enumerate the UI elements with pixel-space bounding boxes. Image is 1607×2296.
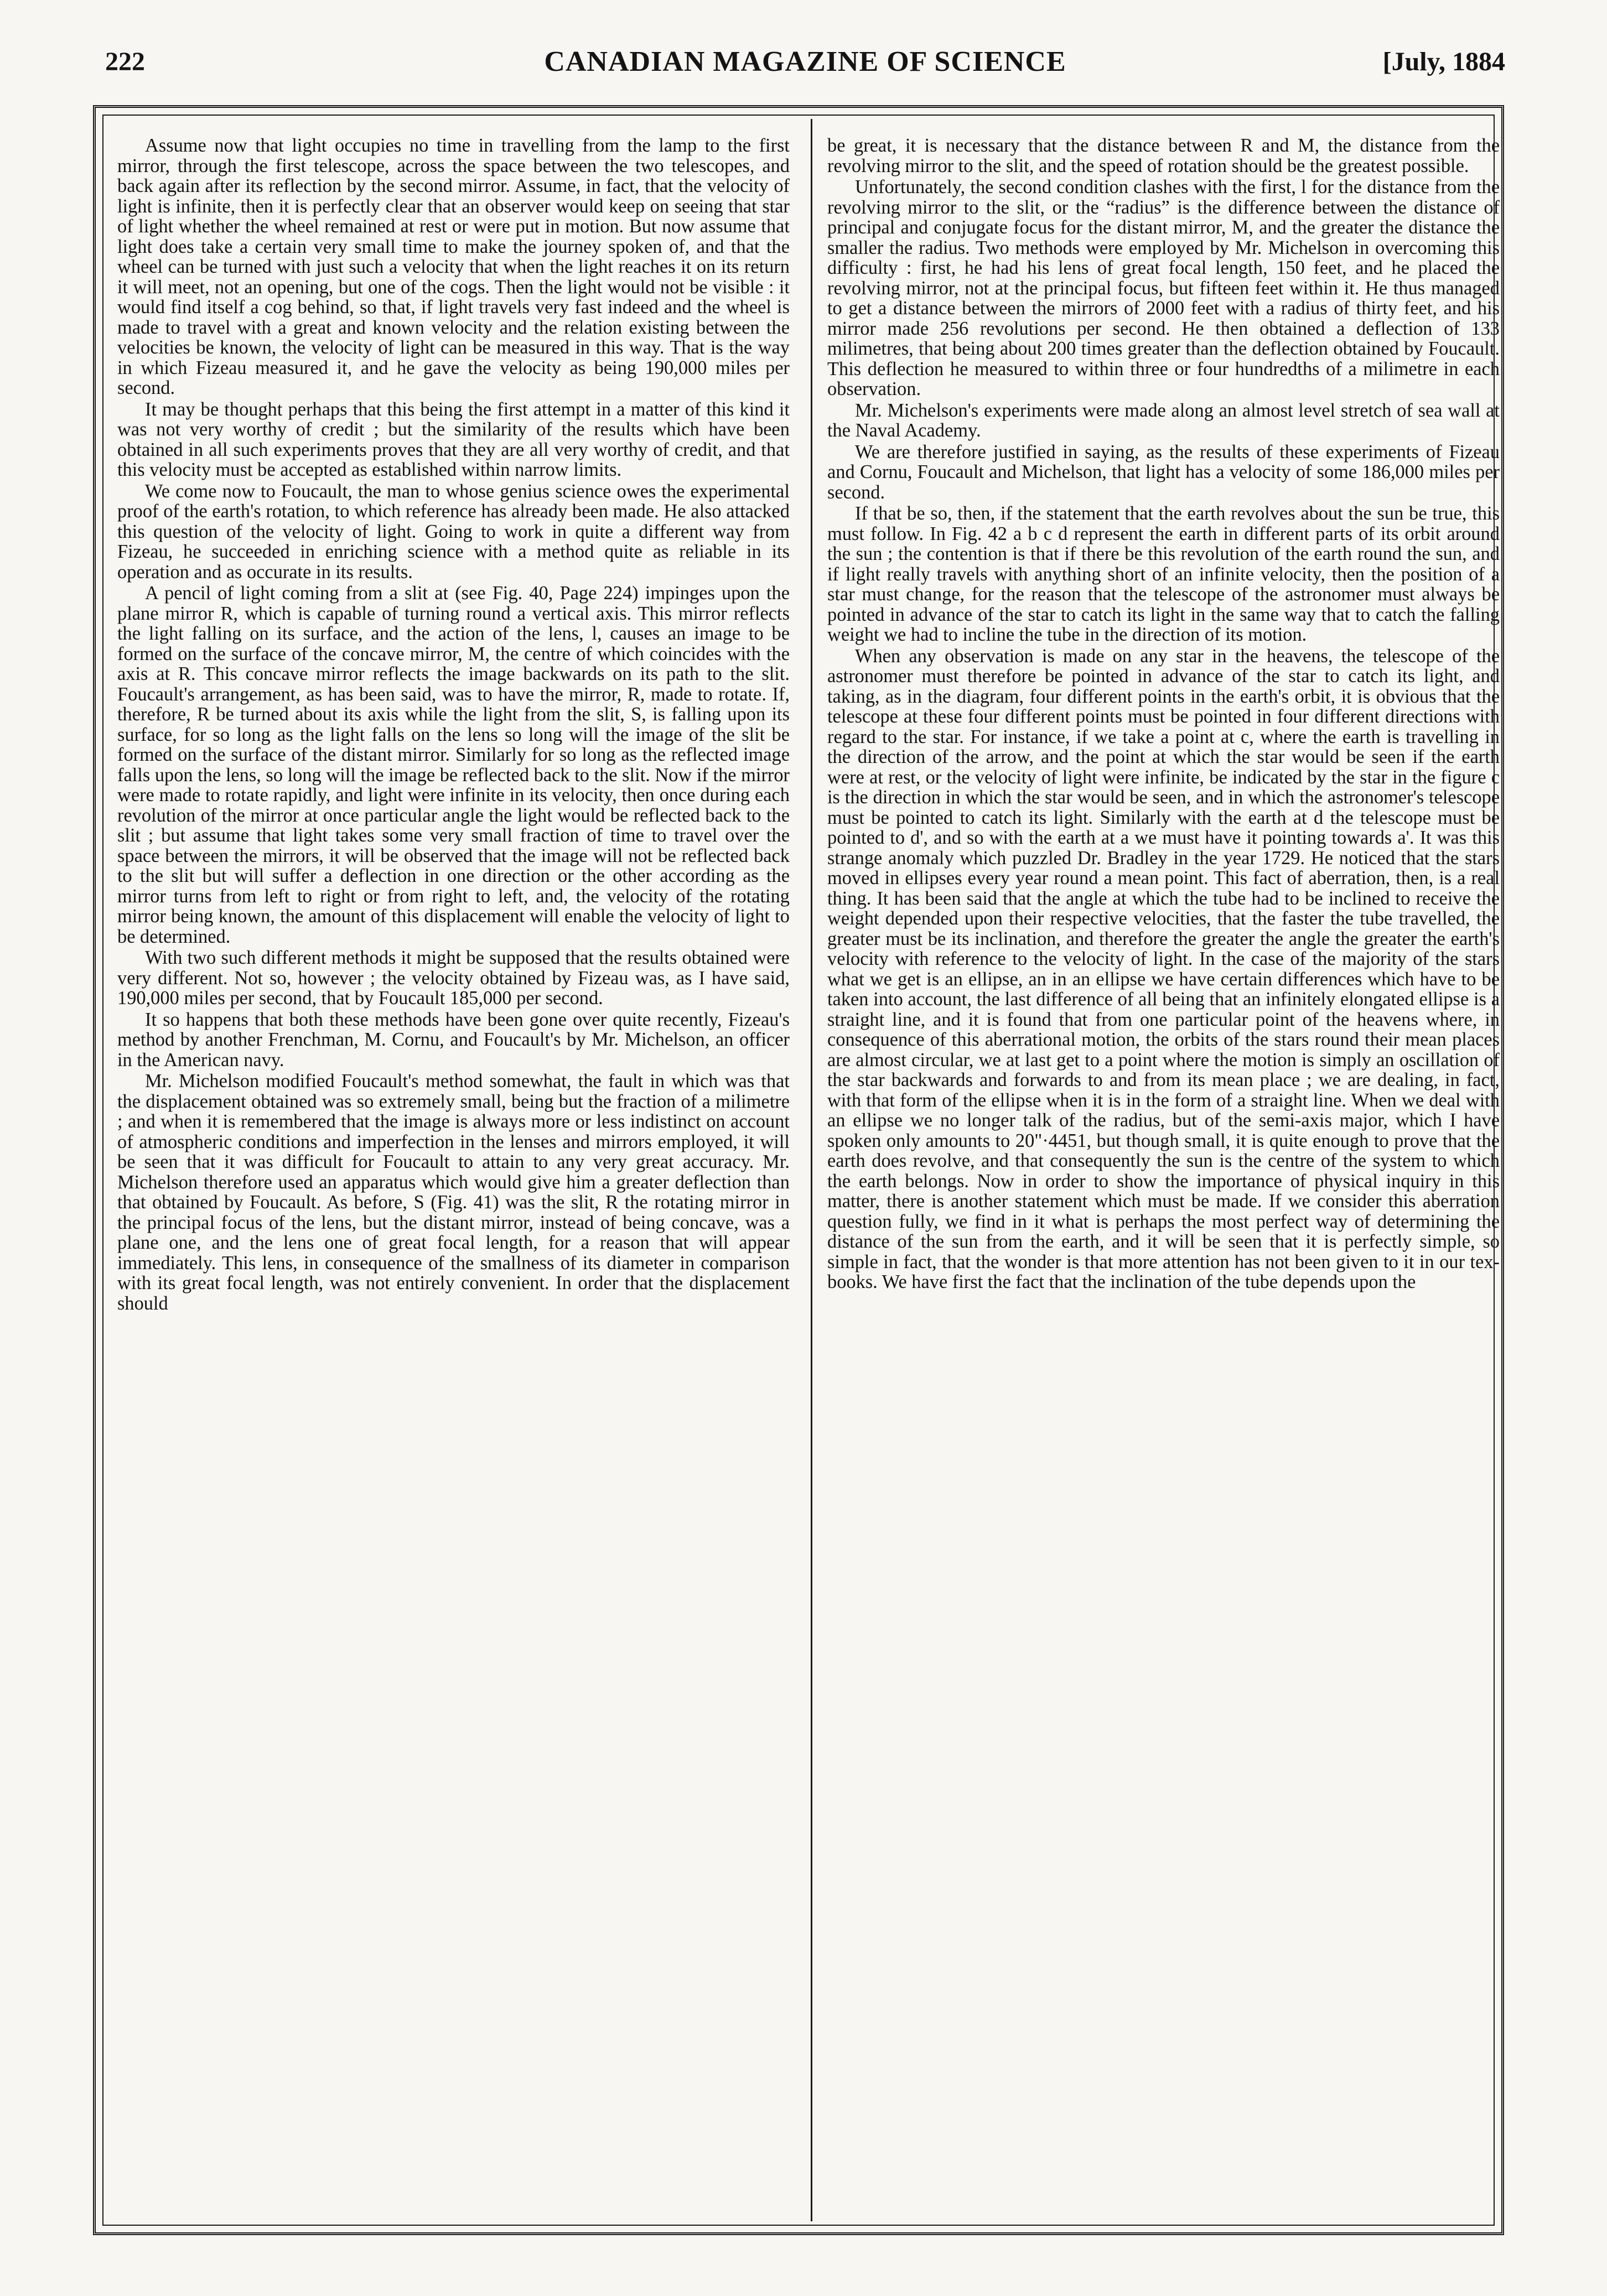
paragraph: It may be thought perhaps that this being the first attempt in a matter of this kind it was not very worthy of credit ; but the similarity of the results which have been obtained in all such experiments proves that they are all very worthy of credit, and that this velocity must be accepted as established within narrow limits.: [117, 398, 790, 480]
right-column: [827, 136, 1500, 2216]
paragraph: Mr. Michelson's experiments were made along an almost level stretch of sea wall at the Naval Academy.: [827, 399, 1500, 441]
issue-date: [July, 1884: [1382, 47, 1505, 76]
paragraph: If that be so, then, if the statement that the earth revolves about the sun be true, this must follow. In Fig. 42 a b c d represent the earth in different parts of its orbit around the sun ; the contention is that if there be this revolution of the earth round the sun, and if light really travels with anything short of an infinite velocity, then the position of a star must change, for the reason that the telescope of the astronomer must always be pointed in advance of the star to catch its light in the same way that to catch the falling weight we had to incline the tube in the direction of its motion.: [827, 503, 1500, 645]
paragraph: We are therefore justified in saying, as the results of these experiments of Fizeau and Cornu, Foucault and Michelson, that light has a velocity of some 186,000 miles per second.: [827, 441, 1500, 503]
paragraph-continued: be great, it is necessary that the distance between R and M, the distance from the revolving mirror to the slit, and the speed of rotation should be the greatest possible.: [827, 136, 1500, 176]
paragraph: With two such different methods it might be supposed that the results obtained were very different. Not so, however ; the velocity obtained by Fizeau was, as I have said, 190,000 miles per second, that by Foucault 185,000 per second.: [117, 947, 790, 1009]
journal-title: CANADIAN MAGAZINE OF SCIENCE: [544, 46, 1066, 77]
paragraph: Unfortunately, the second condition clashes with the first, l for the distance from the revolving mirror to the slit, or the “radius” is the difference between the distance of principal and conjugate focus for the distant mirror, M, and the greater the distance the smaller the radius. Two methods were employed by Mr. Michelson in overcoming this difficulty : first, he had his lens of great focal length, 150 feet, and he placed the revolving mirror, not at the principal focus, but fifteen feet within it. He thus managed to get a distance between the mirrors of 2000 feet with a radius of thirty feet, and his mirror made 256 revolutions per second. He then obtained a deflection of 133 milimetres, that being about 200 times greater than the deflection obtained by Foucault. This deflection he measured to within three or four hundredths of a milimetre in each observation.: [827, 176, 1500, 399]
left-column: [117, 136, 790, 2216]
paragraph: Assume now that light occupies no time in travelling from the lamp to the first mirror, through the first telescope, across the space between the two telescopes, and back again after its reflection by the second mirror. Assume, in fact, that the velocity of light is infinite, then it is perfectly clear that an observer would keep on seeing that star of light whether the wheel remained at rest or were put in motion. But now assume that light does take a certain very small time to make the journey spoken of, and that the wheel can be turned with just such a velocity that when the light reaches it on its return it will meet, not an opening, but one of the cogs. Then the light would not be visible : it would find itself a cog behind, so that, if light travels very fast indeed and the wheel is made to travel with a great and known velocity and the relation existing between the velocities be known, the velocity of light can be measured in this way. That is the way in which Fizeau measured it, and he gave the velocity as being 190,000 miles per second.: [117, 136, 790, 398]
page-number: 222: [105, 47, 145, 76]
page-header: [105, 40, 1505, 84]
paragraph: It so happens that both these methods have been gone over quite recently, Fizeau's method by another Frenchman, M. Cornu, and Foucault's by Mr. Michelson, an officer in the American navy.: [117, 1009, 790, 1071]
paragraph: When any observation is made on any star in the heavens, the telescope of the astronomer must therefore be pointed in advance of the star to catch its light, and taking, as in the diagram, four different points in the earth's orbit, it is obvious that the telescope at these four different points must be pointed in four different directions with regard to the star. For instance, if we take a point at c, where the earth is travelling in the direction of the arrow, and the point at which the star would be seen if the earth were at rest, or the velocity of light were infinite, be indicated by the star in the figure c is the direction in which the star would be seen, and in which the astronomer's telescope must be pointed to catch its light. Similarly with the earth at d the telescope must be pointed to d', and so with the earth at a we must have it pointing towards a'. It was this strange anomaly which puzzled Dr. Bradley in the year 1729. He noticed that the stars moved in ellipses every year round a mean point. This fact of aberration, then, is a real thing. It has been said that the angle at which the tube had to be inclined to receive the weight depended upon their respective velocities, that the faster the tube travelled, the greater must be its inclination, and therefore the greater the angle the greater the earth's velocity with reference to the velocity of light. In the case of the majority of the stars what we get is an ellipse, an in an ellipse we have certain differences which have to be taken into account, the last difference of all being that an infinitely elongated ellipse is a straight line, and it is found that from one particular point of the heavens where, in consequence of this aberrational motion, the orbits of the stars round their mean places are almost circular, we at last get to a point where the motion is simply an oscillation of the star backwards and forwards to and from its mean place ; we are dealing, in fact, with that form of the ellipse when it is in the form of a straight line. When we deal with an ellipse we no longer talk of the radius, but of the semi-axis major, which I have spoken only amounts to 20"·4451, but though small, it is quite enough to prove that the earth does revolve, and that consequently the sun is the centre of the system to which the earth belongs. Now in order to show the importance of physical inquiry in this matter, there is another statement which must be made. If we consider this aberration question fully, we find in it what is perhaps the most perfect way of determining the distance of the sun from the earth, and it will be seen that it is perfectly simple, so simple in fact, that the wonder is that more attention has not been given to it in our tex-books. We have first the fact that the inclination of the tube depends upon the: [827, 645, 1500, 1292]
paragraph: Mr. Michelson modified Foucault's method somewhat, the fault in which was that the displacement obtained was so extremely small, being but the fraction of a milimetre ; and when it is remembered that the image is always more or less indistinct on account of atmospheric conditions and imperfection in the lenses and mirrors employed, it will be seen that it was difficult for Foucault to attain to any very great accuracy. Mr. Michelson therefore used an apparatus which would give him a greater deflection than that obtained by Foucault. As before, S (Fig. 41) was the slit, R the rotating mirror in the principal focus of the lens, but the distant mirror, instead of being concave, was a plane one, and the lens one of great focal length, for a reason that will appear immediately. This lens, in consequence of the smallness of its diameter in comparison with its great focal length, was not entirely convenient. In order that the displacement should: [117, 1071, 790, 1314]
paragraph: A pencil of light coming from a slit at (see Fig. 40, Page 224) impinges upon the plane mirror R, which is capable of turning round a vertical axis. This mirror reflects the light falling on its surface, and the action of the lens, l, causes an image to be formed on the surface of the concave mirror, M, the centre of which coincides with the axis at R. This concave mirror reflects the image backwards on its path to the slit. Foucault's arrangement, as has been said, was to have the mirror, R, made to rotate. If, therefore, R be turned about its axis while the light from the slit, S, is falling upon its surface, for so long as the light falls on the lens so long will the image of the slit be formed on the surface of the distant mirror. Similarly for so long as the reflected image falls upon the lens, so long will the image be reflected back to the slit. Now if the mirror were made to rotate rapidly, and light were infinite in its velocity, then once during each revolution of the mirror at once particular angle the light would be reflected back to the slit ; but assume that light takes some very small fraction of time to travel over the space between the mirrors, it will be observed that the image will not be reflected back to the slit but will suffer a deflection in one direction or the other according as the mirror turns from left to right or from right to left, and, the velocity of the rotating mirror being known, the amount of this displacement will enable the velocity of light to be determined.: [117, 583, 790, 947]
paragraph: We come now to Foucault, the man to whose genius science owes the experimental proof of the earth's rotation, to which reference has already been made. He also attacked this question of the velocity of light. Going to work in quite a different way from Fizeau, he succeeded in enriching science with a method quite as reliable in its operation and as occurate in its results.: [117, 480, 790, 583]
column-divider: [811, 119, 812, 2221]
